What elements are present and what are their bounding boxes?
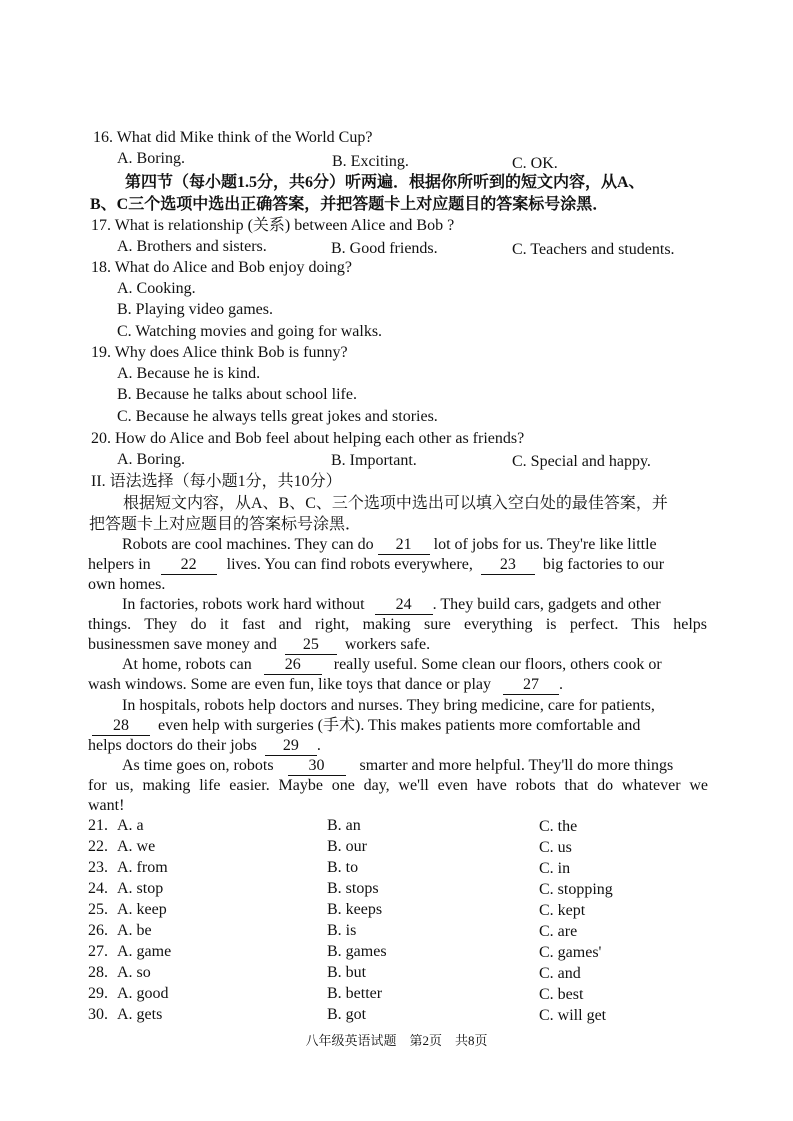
blank-22: 22 bbox=[161, 556, 217, 575]
q20-option-c: C. Special and happy. bbox=[512, 453, 651, 470]
option-b: B. but bbox=[327, 964, 367, 981]
q20-stem: 20. How do Alice and Bob feel about helping each other as friends? bbox=[91, 430, 525, 447]
blank-28: 28 bbox=[92, 717, 150, 736]
passage-line: want! bbox=[88, 797, 125, 814]
passage-line: As time goes on, robots 30 smarter and more helpful. They'll do more things bbox=[122, 757, 674, 774]
passage-line: helpers in 22 lives. You can find robots everywhere, 23 big factories to our bbox=[88, 556, 665, 573]
option-b: B. an bbox=[327, 817, 361, 834]
option-b: B. is bbox=[327, 922, 357, 939]
q19-option-c: C. Because he always tells great jokes and stories. bbox=[117, 408, 438, 425]
passage-line: own homes. bbox=[88, 576, 166, 593]
section4-instruction-line1: 第四节（每小题1.5分，共6分）听两遍．根据你所听到的短文内容，从A、 bbox=[125, 174, 645, 191]
q19-option-b: B. Because he talks about school life. bbox=[117, 386, 357, 403]
option-b: B. keeps bbox=[327, 901, 383, 918]
grammar-instruction-line1: 根据短文内容，从A、B、C、三个选项中选出可以填入空白处的最佳答案，并 bbox=[123, 495, 668, 512]
option-row-number: 25. bbox=[88, 901, 108, 918]
option-b: B. to bbox=[327, 859, 359, 876]
option-row-number: 29. bbox=[88, 985, 108, 1002]
blank-23: 23 bbox=[481, 556, 535, 575]
passage-line: businessmen save money and 25 workers safe. bbox=[88, 636, 431, 653]
blank-21: 21 bbox=[378, 536, 430, 555]
blank-29: 29 bbox=[265, 737, 317, 756]
q19-option-a: A. Because he is kind. bbox=[117, 365, 261, 382]
option-c: C. are bbox=[539, 923, 578, 940]
option-row-number: 26. bbox=[88, 922, 108, 939]
option-a: A. game bbox=[117, 943, 172, 960]
q20-option-b: B. Important. bbox=[331, 452, 417, 469]
q17-option-b: B. Good friends. bbox=[331, 240, 438, 257]
q19-stem: 19. Why does Alice think Bob is funny? bbox=[91, 344, 348, 361]
option-row-number: 23. bbox=[88, 859, 108, 876]
option-a: A. stop bbox=[117, 880, 164, 897]
option-c: C. us bbox=[539, 839, 572, 856]
q18-option-c: C. Watching movies and going for walks. bbox=[117, 323, 383, 340]
option-row-number: 30. bbox=[88, 1006, 108, 1023]
option-c: C. kept bbox=[539, 902, 586, 919]
passage-line: Robots are cool machines. They can do 21 lot of jobs for us. They're like little bbox=[122, 536, 657, 553]
option-c: C. stopping bbox=[539, 881, 613, 898]
option-c: C. will get bbox=[539, 1007, 607, 1024]
option-row-number: 28. bbox=[88, 964, 108, 981]
q17-stem: 17. What is relationship (关系) between Alice and Bob ? bbox=[91, 217, 455, 234]
option-c: C. and bbox=[539, 965, 581, 982]
passage-line: At home, robots can 26 really useful. Some clean our floors, others cook or bbox=[122, 656, 662, 673]
option-row-number: 24. bbox=[88, 880, 108, 897]
option-a: A. we bbox=[117, 838, 156, 855]
passage-line: helps doctors do their jobs 29 . bbox=[88, 737, 321, 754]
option-b: B. better bbox=[327, 985, 383, 1002]
q16-option-c: C. OK. bbox=[512, 155, 558, 172]
q17-option-a: A. Brothers and sisters. bbox=[117, 238, 267, 255]
option-a: A. so bbox=[117, 964, 151, 981]
option-a: A. good bbox=[117, 985, 169, 1002]
blank-25: 25 bbox=[285, 636, 337, 655]
q18-stem: 18. What do Alice and Bob enjoy doing? bbox=[91, 259, 352, 276]
option-c: C. games' bbox=[539, 944, 602, 961]
option-b: B. games bbox=[327, 943, 387, 960]
passage-line: wash windows. Some are even fun, like toys that dance or play 27 . bbox=[88, 676, 564, 693]
page-footer: 八年级英语试题 第2页 共8页 bbox=[305, 1033, 488, 1048]
passage-line: In factories, robots work hard without 24 . They build cars, gadgets and other bbox=[122, 596, 661, 613]
passage-line: things. They do it fast and right, making sure everything is perfect. This helps bbox=[88, 616, 707, 633]
passage-line: for us, making life easier. Maybe one day, we'll even have robots that do whatever we bbox=[88, 777, 708, 794]
option-a: A. keep bbox=[117, 901, 167, 918]
option-a: A. a bbox=[117, 817, 144, 834]
option-c: C. in bbox=[539, 860, 571, 877]
q16-option-b: B. Exciting. bbox=[332, 153, 409, 170]
q17-option-c: C. Teachers and students. bbox=[512, 241, 675, 258]
option-b: B. our bbox=[327, 838, 367, 855]
q20-option-a: A. Boring. bbox=[117, 451, 185, 468]
option-b: B. got bbox=[327, 1006, 367, 1023]
passage-line: In hospitals, robots help doctors and nurses. They bring medicine, care for patients, bbox=[122, 697, 655, 714]
passage-line: 28 even help with surgeries (手术). This makes patients more comfortable and bbox=[92, 716, 640, 736]
grammar-heading: II. 语法选择（每小题1分，共10分） bbox=[91, 473, 342, 490]
option-c: C. best bbox=[539, 986, 584, 1003]
option-a: A. from bbox=[117, 859, 168, 876]
option-b: B. stops bbox=[327, 880, 379, 897]
grammar-instruction-line2: 把答题卡上对应题目的答案标号涂黑． bbox=[89, 516, 362, 533]
section4-instruction-line2: B、C三个选项中选出正确答案，并把答题卡上对应题目的答案标号涂黑． bbox=[90, 196, 609, 213]
blank-26: 26 bbox=[264, 656, 322, 675]
blank-27: 27 bbox=[503, 676, 559, 695]
option-c: C. the bbox=[539, 818, 578, 835]
q16-stem: 16. What did Mike think of the World Cup? bbox=[93, 129, 373, 146]
option-a: A. be bbox=[117, 922, 152, 939]
option-row-number: 22. bbox=[88, 838, 108, 855]
q18-option-b: B. Playing video games. bbox=[117, 301, 273, 318]
option-a: A. gets bbox=[117, 1006, 163, 1023]
option-row-number: 21. bbox=[88, 817, 108, 834]
option-row-number: 27. bbox=[88, 943, 108, 960]
q16-option-a: A. Boring. bbox=[117, 150, 185, 167]
blank-24: 24 bbox=[375, 596, 433, 615]
blank-30: 30 bbox=[288, 757, 346, 776]
q18-option-a: A. Cooking. bbox=[117, 280, 196, 297]
